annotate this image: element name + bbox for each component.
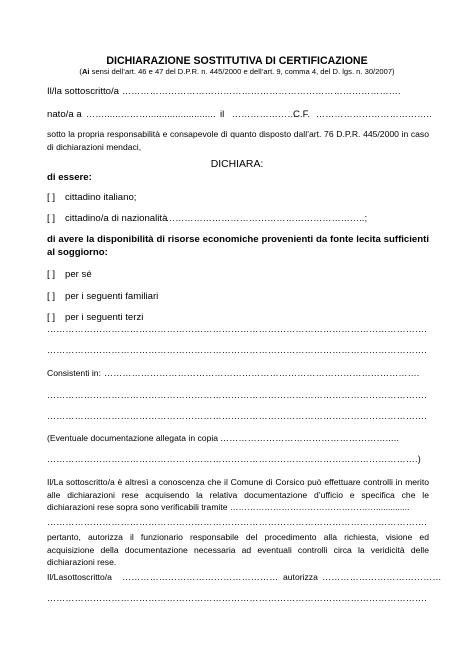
family-label: per i seguenti familiari [65,291,159,302]
signature-undersigned-label: Il/Lasottoscritto/a [47,572,112,582]
checkbox-nationality[interactable]: [ ] [47,213,55,224]
document-title: DICHIARAZIONE SOSTITUTIVA DI CERTIFICAZIONE [106,55,368,67]
birthplace-field[interactable]: ……......………......................... [86,109,216,119]
documentation-label: (Eventuale documentazione allegata in copia [47,433,219,443]
option-self[interactable] [47,270,92,280]
third-parties-line-2[interactable]: ……………………………………………………………………………………………………………. [47,345,427,355]
resources-text: di avere la disponibilità di risorse economiche provenienti da fonte lecita sufficienti al soggiorno: [47,234,429,258]
nationality-label: cittadino/a di nazionalità [65,213,168,224]
consisting-label: Consistenti in: [47,368,101,378]
signature-authorizes-label: autorizza [283,572,318,582]
checkbox-self[interactable]: [ ] [47,269,55,280]
document-subtitle [0,68,474,76]
being-label: di essere: [47,172,92,183]
option-third[interactable] [47,313,143,323]
cf-label: C.F. [293,109,311,120]
subtitle-prefix: Ai [81,67,90,76]
documentation-line-2[interactable]: ………………………………………………………………………………………………………….) [47,454,421,464]
documentation-field[interactable]: ………………………………………………..... [220,433,400,443]
consisting-field[interactable]: …………………………………………………………………………………………. [104,368,420,378]
awareness-text: Il/La sottoscritto/a è altresì a conoscenza che il Comune di Corsico può effettuare controlli in merito alle dichiarazioni rese acquisendo la relativa documentazione d’ufficio e specifica che le dichiarazioni rese sopra sono verificabili tramite …………………………………………….............. [47,477,429,512]
option-italian-citizen[interactable] [47,193,136,203]
declares-heading: DICHIARA: [210,159,264,170]
third-label: per i seguenti terzi [65,312,144,323]
born-label: nato/a a [47,109,82,120]
subtitle-open: ( [79,67,82,76]
italian-citizen-label: cittadino italiano; [65,192,137,203]
undersigned-field[interactable]: ………………………………………………………………………………. [122,86,401,96]
signature-undersigned-field[interactable]: …………………………………………… [122,572,279,582]
checkbox-italian-citizen[interactable]: [ ] [47,192,55,203]
birthdate-label: il [220,109,225,120]
consisting-line-2[interactable]: ……………………………………………………………………………………………………………. [47,390,427,400]
birthdate-field[interactable]: ………………… [232,109,297,119]
self-label: per sé [65,269,92,280]
verification-line[interactable]: ……………………………………………………………………………………………………………. [47,517,427,527]
undersigned-label: Il/la sottoscritto/a [47,86,119,97]
checkbox-third[interactable]: [ ] [47,312,55,323]
signature-final-line[interactable]: ……………………………………………………………………………………………………………. [47,593,427,603]
checkbox-family[interactable]: [ ] [47,291,55,302]
subtitle-rest: sensi dell’art. 46 e 47 del D.P.R. n. 445/2000 e dell’art. 9, comma 4, del D. lgs. n. 30/2007) [89,67,395,76]
authorization-text: pertanto, autorizza il funzionario responsabile del procedimento alla richiesta, visione ed acquisizione della documentazione necessaria ad eventuali controlli circa la veridicità delle dichiarazioni rese. [47,532,429,567]
third-parties-line-1[interactable]: ……………………………………………………………………………………………………………. [47,324,427,334]
consisting-line-3[interactable]: ……………………………………………………………………………………………………………. [47,411,427,421]
cf-field[interactable]: ……………………………….. [316,109,432,119]
option-family[interactable] [47,292,158,302]
responsibility-text: sotto la propria responsabilità e consapevole di quanto disposto dall’art. 76 D.P.R. 445/2000 in caso di dichiarazioni mendaci, [47,129,429,152]
signature-authorizes-field[interactable]: ………………………………… [322,572,442,582]
nationality-field[interactable]: ………………………………………………………..; [166,213,368,223]
option-nationality[interactable] [47,214,167,224]
